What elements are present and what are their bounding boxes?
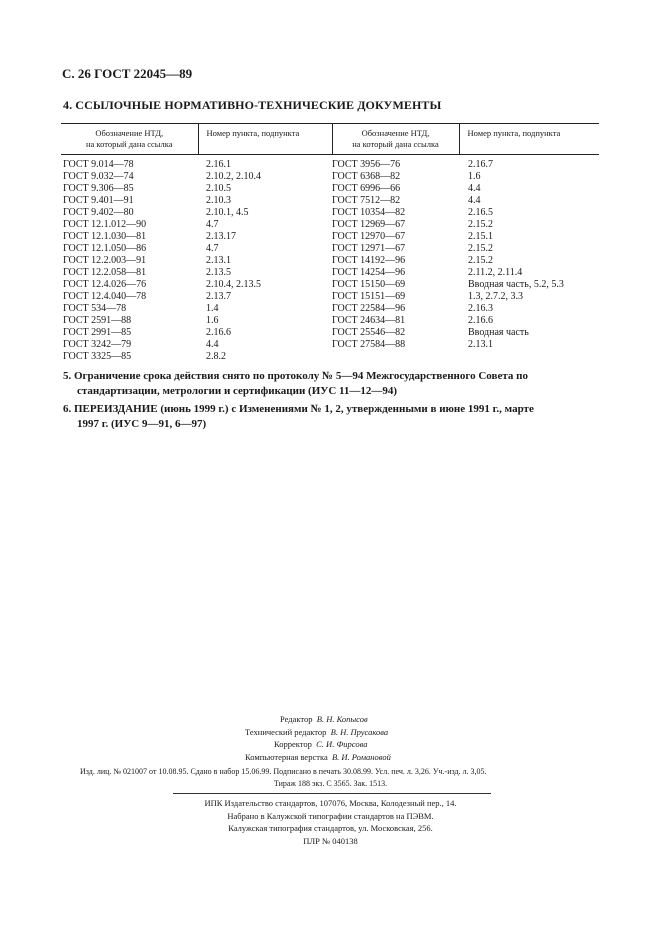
ref-clause-cell <box>459 351 599 363</box>
section-4-title: 4. ССЫЛОЧНЫЕ НОРМАТИВНО-ТЕХНИЧЕСКИЕ ДОКУМЕНТЫ <box>63 98 442 112</box>
ref-clause-cell: 1.6 <box>468 171 481 182</box>
ref-clause-cell: 2.16.6 <box>206 327 231 338</box>
ref-designation-cell: ГОСТ 2591—88 <box>63 315 132 326</box>
section-6-paragraph <box>63 402 598 432</box>
ref-clause-cell: 2.13.1 <box>206 255 231 266</box>
ref-designation-cell: ГОСТ 12.2.058—81 <box>63 267 147 278</box>
ref-designation-cell: ГОСТ 2991—85 <box>63 327 132 338</box>
table-row <box>61 339 599 351</box>
ref-designation-cell: ГОСТ 15151—69 <box>332 291 406 302</box>
ref-designation-cell: ГОСТ 3956—76 <box>332 159 401 170</box>
ref-clause-cell: 2.10.4, 2.13.5 <box>206 279 261 290</box>
ref-clause-cell: 2.15.1 <box>468 231 493 242</box>
ref-clause-cell: Вводная часть <box>468 327 529 338</box>
table-row <box>61 315 599 327</box>
ref-clause-cell: 2.13.1 <box>468 339 493 350</box>
table-row <box>61 327 599 339</box>
ref-designation-cell: ГОСТ 12.4.040—78 <box>63 291 147 302</box>
ref-designation-cell: ГОСТ 9.401—91 <box>63 195 134 206</box>
credits-block <box>210 713 510 763</box>
ref-clause-cell: 4.4 <box>468 183 481 194</box>
ref-designation-cell: ГОСТ 12.1.050—86 <box>63 243 147 254</box>
ref-clause-cell: 2.16.1 <box>206 159 231 170</box>
ref-clause-cell: 2.16.6 <box>468 315 493 326</box>
table-row <box>61 267 599 279</box>
ref-designation-cell: ГОСТ 9.306—85 <box>63 183 134 194</box>
table-row <box>61 255 599 267</box>
credit-corrector: Корректор С. И. Фирсова <box>274 739 368 749</box>
section-5-paragraph <box>63 369 598 399</box>
imprint-line: ПЛР № 040138 <box>303 835 358 846</box>
credit-editor: Редактор В. Н. Копысов <box>280 714 368 724</box>
ref-designation-cell: ГОСТ 12.1.030—81 <box>63 231 147 242</box>
ref-designation-cell: ГОСТ 24634—81 <box>332 315 406 326</box>
table-header-row <box>61 124 599 155</box>
ref-clause-cell: 2.10.2, 2.10.4 <box>206 171 261 182</box>
table-row <box>61 155 599 172</box>
reference-table <box>61 123 599 363</box>
ref-designation-cell: ГОСТ 10354—82 <box>332 207 406 218</box>
ref-clause-cell: 1.3, 2.7.2, 3.3 <box>468 291 523 302</box>
publication-info-line-1: Изд. лиц. № 021007 от 10.08.95. Сдано в набор 15.06.99. Подписано в печать 30.08.99. Усл. печ. л. 3,26. Уч.-изд. л. 3,05. <box>80 767 487 776</box>
ref-designation-cell: ГОСТ 25546—82 <box>332 327 406 338</box>
ref-clause-cell: 2.16.7 <box>468 159 493 170</box>
table-row <box>61 219 599 231</box>
table-row <box>61 303 599 315</box>
section-5-line-2: стандартизации, метрологии и сертификации (ИУС 11—12—94) <box>77 385 398 397</box>
ref-clause-cell: 2.15.2 <box>468 219 493 230</box>
ref-designation-cell: ГОСТ 15150—69 <box>332 279 406 290</box>
ref-designation-cell: ГОСТ 12.1.012—90 <box>63 219 147 230</box>
ref-designation-cell: ГОСТ 14192—96 <box>332 255 406 266</box>
credit-tech-editor: Технический редактор В. Н. Прусакова <box>245 726 389 737</box>
ref-clause-cell: 4.4 <box>468 195 481 206</box>
publication-info-line-2: Тираж 188 экз. С 3565. Зак. 1513. <box>273 779 388 788</box>
ref-designation-cell: ГОСТ 7512—82 <box>332 195 401 206</box>
ref-designation-cell: ГОСТ 9.032—74 <box>63 171 134 182</box>
table-row <box>61 195 599 207</box>
ref-designation-cell: ГОСТ 12970—67 <box>332 231 406 242</box>
ref-designation-cell: ГОСТ 27584—88 <box>332 339 406 350</box>
ref-clause-cell: Вводная часть, 5.2, 5.3 <box>468 279 564 290</box>
ref-clause-cell: 2.10.3 <box>206 195 231 206</box>
ref-designation-cell: ГОСТ 6368—82 <box>332 171 401 182</box>
ref-designation-cell: ГОСТ 3325—85 <box>63 351 132 362</box>
ref-designation-cell: ГОСТ 22584—96 <box>332 303 406 314</box>
ref-clause-cell: 2.10.5 <box>206 183 231 194</box>
ref-clause-cell: 2.13.17 <box>206 231 236 242</box>
col-header-designation-left: Обозначение НТД, на который дана ссылка <box>61 124 198 155</box>
ref-designation-cell: ГОСТ 9.402—80 <box>63 207 134 218</box>
ref-designation-cell <box>332 351 459 363</box>
section-5-line-1: 5. Ограничение срока действия снято по протоколу № 5—94 Межгосударственного Совета по <box>63 370 528 382</box>
ref-clause-cell: 2.13.5 <box>206 267 231 278</box>
imprint-line: ИПК Издательство стандартов, 107076, Москва, Колодезный пер., 14. <box>204 798 457 808</box>
ref-designation-cell: ГОСТ 12.4.026—76 <box>63 279 147 290</box>
table-row <box>61 243 599 255</box>
ref-clause-cell: 4.7 <box>206 243 219 254</box>
ref-clause-cell: 1.6 <box>206 315 219 326</box>
ref-clause-cell: 2.16.5 <box>468 207 493 218</box>
separator-line <box>173 793 491 794</box>
imprint-line: Калужская типография стандартов, ул. Московская, 256. <box>228 823 433 833</box>
ref-clause-cell: 4.7 <box>206 219 219 230</box>
col-header-clause-right: Номер пункта, подпункта <box>459 124 599 155</box>
table-row <box>61 279 599 291</box>
col-header-clause-left: Номер пункта, подпункта <box>198 124 332 155</box>
ref-designation-cell: ГОСТ 6996—66 <box>332 183 401 194</box>
section-6-line-2: 1997 г. (ИУС 9—91, 6—97) <box>77 418 207 430</box>
col-header-designation-right: Обозначение НТД, на который дана ссылка <box>332 124 459 155</box>
ref-designation-cell: ГОСТ 9.014—78 <box>63 159 134 170</box>
table-row <box>61 291 599 303</box>
ref-clause-cell: 2.8.2 <box>206 351 226 362</box>
section-6-line-1: 6. ПЕРЕИЗДАНИЕ (июнь 1999 г.) с Изменениями № 1, 2, утвержденными в июне 1991 г., марте <box>63 403 534 415</box>
table-row <box>61 183 599 195</box>
ref-clause-cell: 2.15.2 <box>468 255 493 266</box>
imprint-line: Набрано в Калужской типографии стандартов на ПЭВМ. <box>227 810 434 821</box>
ref-clause-cell: 2.13.7 <box>206 291 231 302</box>
ref-designation-cell: ГОСТ 12969—67 <box>332 219 406 230</box>
imprint-block <box>0 797 661 847</box>
table-row <box>61 351 599 363</box>
table-row <box>61 171 599 183</box>
ref-clause-cell: 2.15.2 <box>468 243 493 254</box>
ref-designation-cell: ГОСТ 12971—67 <box>332 243 406 254</box>
ref-clause-cell: 4.4 <box>206 339 219 350</box>
ref-clause-cell: 2.10.1, 4.5 <box>206 207 249 218</box>
table-row <box>61 207 599 219</box>
ref-designation-cell: ГОСТ 14254—96 <box>332 267 406 278</box>
table-row <box>61 231 599 243</box>
ref-designation-cell: ГОСТ 12.2.003—91 <box>63 255 147 266</box>
ref-clause-cell: 2.11.2, 2.11.4 <box>468 267 523 278</box>
ref-clause-cell: 1.4 <box>206 303 219 314</box>
table-body <box>61 155 599 364</box>
ref-clause-cell: 2.16.3 <box>468 303 493 314</box>
credit-layout: Компьютерная верстка В. И. Романовой <box>245 751 391 762</box>
ref-designation-cell: ГОСТ 3242—79 <box>63 339 132 350</box>
page-header: С. 26 ГОСТ 22045—89 <box>62 66 193 81</box>
ref-designation-cell: ГОСТ 534—78 <box>63 303 127 314</box>
